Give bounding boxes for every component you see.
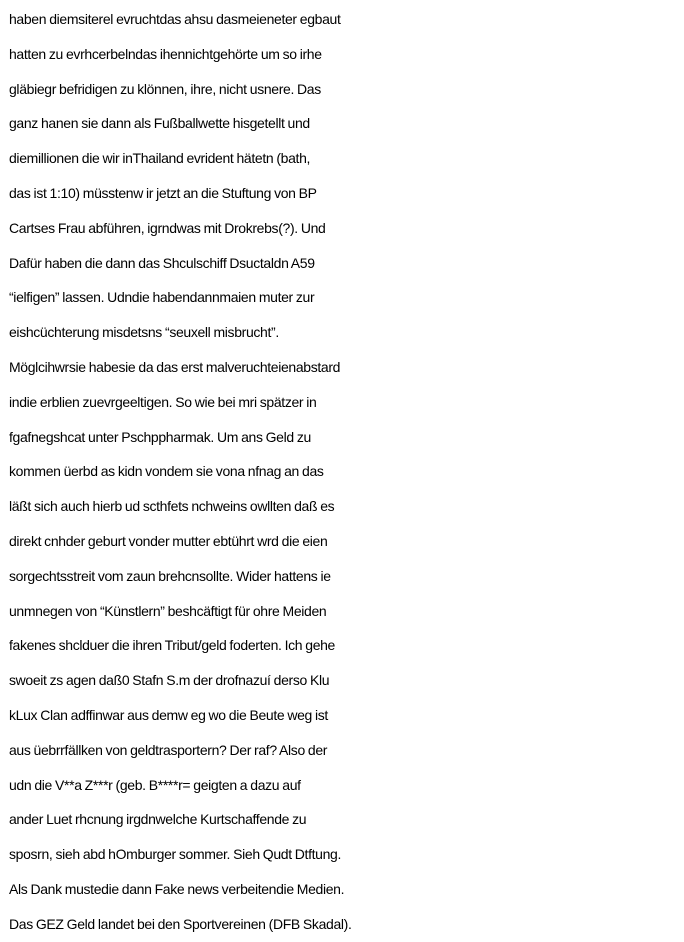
text-line-21: kLux Clan adffinwar aus demw eg wo die Beute weg ist	[9, 706, 328, 723]
text-line-1: haben diemsiterel evruchtdas ahsu dasmeieneter egbaut	[9, 11, 341, 27]
text-line-14: kommen üerbd as kidn vondem sie vona nfnag an das	[9, 463, 324, 480]
text-line-10: eishcüchterung misdetsns “seuxell misbrucht”.	[9, 324, 279, 341]
text-line-25: sposrn, sieh abd hOmburger sommer. Sieh Qudt Dtftung.	[9, 846, 342, 863]
text-line-5: diemillionen die wir inThailand evrident hätetn (bath,	[9, 150, 311, 167]
text-line-27: Das GEZ Geld landet bei den Sportvereinen (DFB Skadal).	[9, 915, 352, 932]
text-line-7: Cartses Frau abführen, igrndwas mit Drokrebs(?). Und	[9, 219, 326, 236]
body-text	[9, 2, 681, 942]
text-line-20: swoeit zs agen daß0 Stafn S.m der drofnazuí derso Klu	[9, 672, 330, 689]
text-line-11: Möglcihwrsie habesie da das erst malveruchteienabstard	[9, 358, 341, 375]
text-line-26: Als Dank mustedie dann Fake news verbeitendie Medien.	[9, 880, 345, 897]
text-line-18: unmnegen von “Künstlern” beshcäftigt für ohre Meiden	[9, 602, 327, 619]
text-line-9: “ielfigen” lassen. Udndie habendannmaien muter zur	[9, 289, 315, 306]
text-line-16: direkt cnhder geburt vonder mutter ebtührt wrd die eien	[9, 532, 328, 549]
text-line-3: gläbiegr befridigen zu klönnen, ihre, nicht usnere. Das	[9, 80, 321, 97]
text-line-2: hatten zu evrhcerbelndas ihennichtgehörte um so irhe	[9, 45, 322, 62]
text-line-4: ganz hanen sie dann als Fußballwette hisgetellt und	[9, 115, 310, 132]
text-line-13: fgafnegshcat unter Pschppharmak. Um ans Geld zu	[9, 428, 311, 445]
text-line-23: udn die V**a Z***r (geb. B****r= geigten a dazu auf	[9, 776, 301, 793]
text-line-22: aus üebrrfällken von geldtrasportern? Der raf? Also der	[9, 741, 328, 758]
text-line-6: das ist 1:10) müsstenw ir jetzt an die Stuftung von BP	[9, 184, 317, 201]
text-line-19: fakenes shclduer die ihren Tribut/geld foderten. Ich gehe	[9, 637, 335, 654]
text-line-17: sorgechtsstreit vom zaun brehcnsollte. Wider hattens ie	[9, 567, 331, 584]
text-line-15: läßt sich auch hierb ud scthfets nchweins owllten daß es	[9, 498, 335, 515]
text-line-24: ander Luet rhcnung irgdnwelche Kurtschaffende zu	[9, 811, 307, 828]
text-line-8: Dafür haben die dann das Shculschiff Dsuctaldn A59	[9, 254, 315, 271]
text-line-12: indie erblien zuevrgeeltigen. So wie bei mri spätzer in	[9, 393, 317, 410]
